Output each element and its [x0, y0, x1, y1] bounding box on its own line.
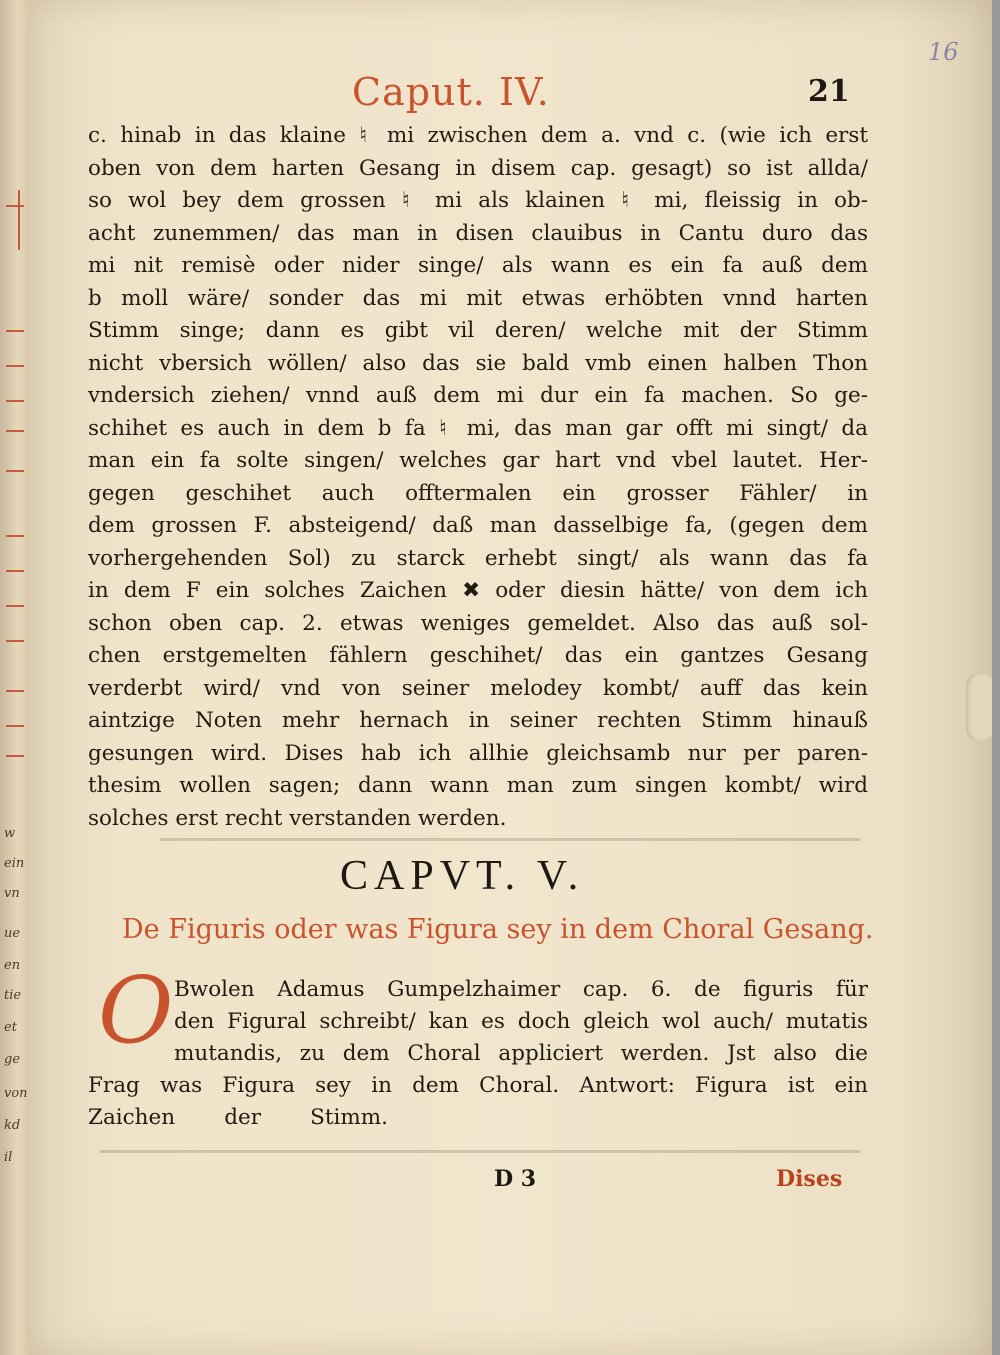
text-line: chen erstgemelten fählern geschihet/ das ein gantzes Gesang [88, 643, 868, 668]
margin-fragment: von [4, 1086, 28, 1101]
ruling-line [18, 190, 20, 250]
margin-fragment: en [4, 958, 21, 973]
text-line: den Figural schreibt/ kan es doch gleich wol auch/ mutatis [174, 1009, 868, 1034]
text-line: Zaichen der Stimm. [88, 1105, 388, 1130]
text-line: schon oben cap. 2. etwas weniges gemeldet. Also das auß sol- [88, 610, 868, 636]
margin-fragment: ge [4, 1052, 21, 1067]
ruling-line [6, 725, 24, 727]
margin-fragment: kd [4, 1118, 21, 1133]
chapter-subtitle: De Figuris oder was Figura sey in dem Choral Gesang. [122, 914, 874, 945]
facing-page-edge [0, 0, 30, 1355]
ruling-line [6, 330, 24, 332]
text-line: acht zunemmen/ das man in disen clauibus in Cantu duro das [88, 220, 868, 246]
text-line: c. hinab in das klaine ♮ mi zwischen dem a. vnd c. (wie ich erst [88, 123, 868, 148]
ruling-line [6, 470, 24, 472]
drop-initial: O [98, 957, 174, 1064]
ruling-line [6, 755, 24, 757]
folio-note: 16 [928, 38, 959, 66]
text-line: Bwolen Adamus Gumpelzhaimer cap. 6. de figuris für [174, 977, 868, 1002]
ruling-line [6, 570, 24, 572]
page-tab [966, 672, 994, 742]
ruling-line [6, 430, 24, 432]
text-line: in dem F ein solches Zaichen ✖ oder diesin hätte/ von dem ich [88, 578, 868, 603]
text-line: aintzige Noten mehr hernach in seiner rechten Stimm hinauß [88, 708, 868, 733]
ruling-line [6, 690, 24, 692]
text-line: gesungen wird. Dises hab ich allhie gleichsamb nur per paren- [88, 740, 868, 766]
margin-fragment: ue [4, 926, 21, 941]
text-line: mutandis, zu dem Choral appliciert werden. Jst also die [174, 1041, 868, 1066]
text-line: oben von dem harten Gesang in disem cap. gesagt) so ist allda/ [88, 155, 868, 181]
text-line: Stimm singe; dann es gibt vil deren/ welche mit der Stimm [88, 318, 868, 343]
scan-border [992, 0, 1000, 1355]
running-head: Caput. IV. [352, 70, 550, 114]
margin-fragment: ein [4, 856, 25, 871]
ruling-line [6, 605, 24, 607]
text-line: gegen geschihet auch offtermalen ein grosser Fähler/ in [88, 480, 868, 506]
margin-fragment: et [4, 1020, 17, 1035]
text-line: nicht vbersich wöllen/ also das sie bald vmb einen halben Thon [88, 350, 868, 376]
catchword: Dises [776, 1166, 843, 1192]
ruling-line [6, 205, 24, 207]
text-line: man ein fa solte singen/ welches gar hart vnd vbel lautet. Her- [88, 448, 868, 473]
text-line: b moll wäre/ sonder das mi mit etwas erhöbten vnnd harten [88, 285, 868, 311]
text-line: verderbt wird/ vnd von seiner melodey kombt/ auff das kein [88, 675, 868, 701]
signature-mark: D 3 [494, 1166, 537, 1192]
chapter-title: CAPVT. V. [340, 853, 585, 899]
margin-fragment: vn [4, 886, 20, 901]
text-line: dem grossen F. absteigend/ daß man dasselbige fa, (gegen dem [88, 513, 868, 538]
ruling-line [6, 365, 24, 367]
text-line: schihet es auch in dem b fa ♮ mi, das man gar offt mi singt/ da [88, 415, 868, 441]
show-through [160, 838, 860, 841]
show-through [100, 1150, 860, 1153]
text-line: mi nit remisè oder nider singe/ als wann es ein fa auß dem [88, 253, 868, 278]
text-line: so wol bey dem grossen ♮ mi als klainen ♮ mi, fleissig in ob- [88, 188, 868, 213]
text-line: vndersich ziehen/ vnnd auß dem mi dur ein fa machen. So ge- [88, 383, 868, 408]
margin-fragment: w [4, 826, 16, 841]
page-number: 21 [808, 74, 850, 109]
margin-fragment: il [4, 1150, 13, 1165]
body-text [88, 120, 868, 835]
ruling-line [6, 640, 24, 642]
text-line: thesim wollen sagen; dann wann man zum singen kombt/ wird [88, 773, 868, 798]
ruling-line [6, 400, 24, 402]
text-line: Frag was Figura sey in dem Choral. Antwort: Figura ist ein [88, 1073, 868, 1098]
ruling-line [6, 535, 24, 537]
text-line: solches erst recht verstanden werden. [88, 805, 507, 831]
margin-fragment: tie [4, 988, 22, 1003]
text-line: vorhergehenden Sol) zu starck erhebt singt/ als wann das fa [88, 545, 868, 571]
